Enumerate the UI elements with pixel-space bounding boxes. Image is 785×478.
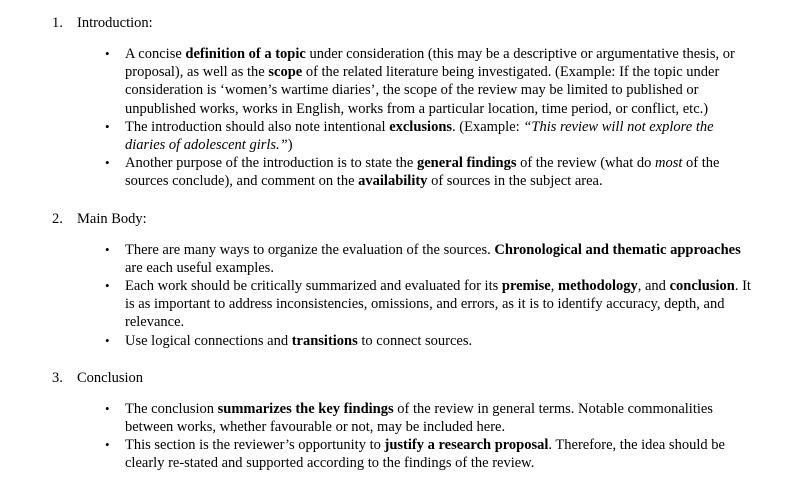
text-run-normal: . Therefore, the idea should be clearly re-stated and supported according to the findings of the review. bbox=[125, 437, 725, 472]
text-run-bold: conclusion bbox=[669, 278, 735, 295]
text-run-normal: to connect sources. bbox=[357, 332, 473, 349]
text-run-normal: The introduction should also note intentional bbox=[125, 118, 390, 135]
bullet-item bbox=[52, 332, 757, 350]
text-run-normal: This section is the reviewer’s opportunity to bbox=[125, 437, 385, 454]
bullet-marker: • bbox=[105, 241, 110, 257]
section-heading bbox=[52, 210, 757, 228]
text-run-normal: , and bbox=[637, 278, 670, 295]
bullet-text bbox=[125, 241, 757, 277]
section-heading bbox=[52, 14, 757, 32]
bullet-marker: • bbox=[105, 46, 110, 61]
bullet-text bbox=[125, 154, 757, 190]
text-run-normal: The conclusion bbox=[125, 400, 218, 417]
text-run-italic: most bbox=[654, 155, 683, 172]
text-run-bold: transitions bbox=[291, 332, 358, 349]
section-number: 1. bbox=[52, 15, 63, 31]
bullet-item bbox=[52, 154, 757, 190]
text-run-normal: Use logical connections and bbox=[125, 332, 292, 349]
text-run-bold: scope bbox=[268, 64, 303, 81]
bullet-item bbox=[52, 277, 757, 332]
bullet-text bbox=[125, 118, 757, 154]
text-run-bold: summarizes the key findings bbox=[217, 400, 394, 417]
section-title: Main Body: bbox=[77, 210, 147, 227]
bullet-marker: • bbox=[105, 278, 110, 294]
bullet-item bbox=[52, 400, 757, 436]
text-run-normal: Each work should be critically summarized and evaluated for its bbox=[125, 278, 502, 295]
section-number: 3. bbox=[52, 369, 63, 386]
bullet-text bbox=[125, 436, 757, 472]
bullet-item bbox=[52, 436, 757, 472]
section-title: Introduction: bbox=[77, 15, 153, 31]
text-run-bold: exclusions bbox=[389, 118, 453, 135]
text-run-normal: . It is as important to address inconsistencies, omissions, and errors, as it is to identify accuracy, depth, and relevance. bbox=[125, 278, 751, 331]
bullet-text bbox=[125, 45, 757, 118]
text-run-bold: methodology bbox=[558, 278, 638, 295]
text-run-bold: Chronological and thematic approaches bbox=[494, 241, 741, 258]
bullet-list bbox=[52, 45, 757, 191]
text-run-italic: “This review will not explore the diaries of adolescent girls.” bbox=[125, 118, 714, 154]
section-spacer bbox=[52, 350, 757, 369]
bullet-item bbox=[52, 118, 757, 154]
bullet-marker: • bbox=[105, 437, 110, 453]
bullet-list bbox=[52, 400, 757, 473]
bullet-marker: • bbox=[105, 400, 110, 416]
text-run-normal: are each useful examples. bbox=[125, 259, 274, 276]
section-spacer bbox=[52, 191, 757, 210]
bullet-marker: • bbox=[105, 118, 110, 134]
text-run-normal: There are many ways to organize the evaluation of the sources. bbox=[125, 241, 495, 258]
text-run-normal: of the sources conclude), and comment on the bbox=[125, 155, 720, 190]
outline-section bbox=[52, 210, 757, 350]
bullet-marker: • bbox=[105, 332, 110, 348]
bullet-text bbox=[125, 332, 757, 350]
text-run-bold: definition of a topic bbox=[185, 46, 306, 62]
text-run-normal: of the related literature being investigated. (Example: If the topic under consideration is ‘women’s wartime diaries’, the scope of the review may be limited to published or unpublished works, works in English, works from a particular location, time period, or conflict, etc.) bbox=[125, 64, 720, 117]
bullet-item bbox=[52, 45, 757, 118]
bullet-marker: • bbox=[105, 155, 110, 171]
text-run-normal: Another purpose of the introduction is to state the bbox=[125, 155, 417, 172]
text-run-normal: of the review (what do bbox=[516, 155, 655, 172]
text-run-normal: . (Example: bbox=[452, 118, 524, 135]
section-heading bbox=[52, 369, 757, 387]
bullet-text bbox=[125, 400, 757, 436]
text-run-bold: general findings bbox=[416, 155, 517, 172]
text-run-normal: , bbox=[550, 278, 558, 295]
text-run-normal: of sources in the subject area. bbox=[427, 173, 603, 190]
text-run-bold: justify a research proposal bbox=[384, 437, 549, 454]
text-run-bold: availability bbox=[358, 173, 428, 190]
text-run-normal: of the review in general terms. Notable commonalities between works, whether favourable or not, may be included here. bbox=[125, 400, 713, 436]
text-run-bold: premise bbox=[501, 278, 551, 295]
outline-section bbox=[52, 14, 757, 191]
bullet-item bbox=[52, 241, 757, 277]
text-run-normal: A concise bbox=[125, 46, 186, 62]
bullet-list bbox=[52, 241, 757, 350]
text-run-normal: ) bbox=[287, 137, 293, 154]
section-title: Conclusion bbox=[77, 369, 144, 386]
text-run-normal: under consideration (this may be a descriptive or argumentative thesis, or proposal), as well as the bbox=[125, 46, 735, 81]
bullet-text bbox=[125, 277, 757, 332]
section-number: 2. bbox=[52, 210, 63, 227]
outline-section bbox=[52, 369, 757, 473]
